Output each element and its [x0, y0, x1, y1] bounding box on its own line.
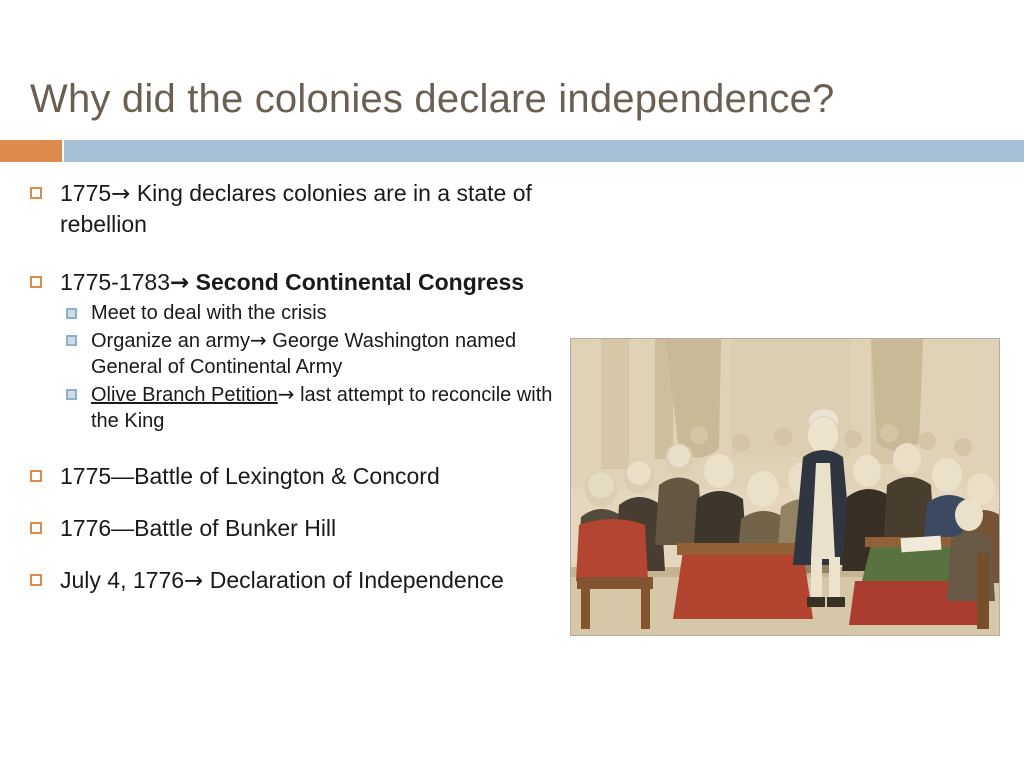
list-item	[24, 565, 584, 596]
square-bullet-icon	[66, 389, 77, 400]
square-bullet-icon	[66, 335, 77, 346]
list-item	[24, 461, 584, 491]
title-accent-bar	[0, 140, 62, 162]
list-item-text: 1775→ King declares colonies are in a state of rebellion	[60, 180, 532, 237]
square-bullet-icon	[66, 308, 77, 319]
list-item-text: 1775-1783→ Second Continental Congress	[60, 269, 525, 296]
square-bullet-icon	[30, 470, 42, 482]
spacer	[24, 435, 584, 461]
square-bullet-icon	[30, 276, 42, 288]
spacer	[24, 493, 584, 513]
list-item-text: 1776—Battle of Bunker Hill	[60, 515, 337, 541]
list-item	[60, 327, 584, 380]
square-bullet-icon	[30, 522, 42, 534]
spacer	[24, 545, 584, 565]
second-continental-congress-illustration	[570, 338, 1000, 636]
square-bullet-icon	[30, 574, 42, 586]
square-bullet-icon	[30, 187, 42, 199]
list-item-text: 1775—Battle of Lexington & Concord	[60, 463, 440, 489]
title-divider-bar	[64, 140, 1024, 162]
list-item-text: July 4, 1776→ Declaration of Independence	[60, 567, 504, 594]
spacer	[24, 241, 584, 267]
list-item-text: Meet to deal with the crisis	[91, 302, 327, 324]
list-item-text: Organize an army→ George Washington named General of Continental Army	[91, 328, 517, 378]
list-item-text: Olive Branch Petition→ last attempt to reconcile with the King	[91, 382, 553, 432]
list-item	[24, 178, 584, 239]
list-item	[60, 381, 584, 434]
list-item	[60, 300, 584, 326]
illustration-graphic	[571, 339, 999, 635]
list-item	[24, 267, 584, 298]
slide-body	[24, 178, 584, 598]
page-title: Why did the colonies declare independence?	[30, 76, 835, 121]
list-item	[24, 513, 584, 543]
